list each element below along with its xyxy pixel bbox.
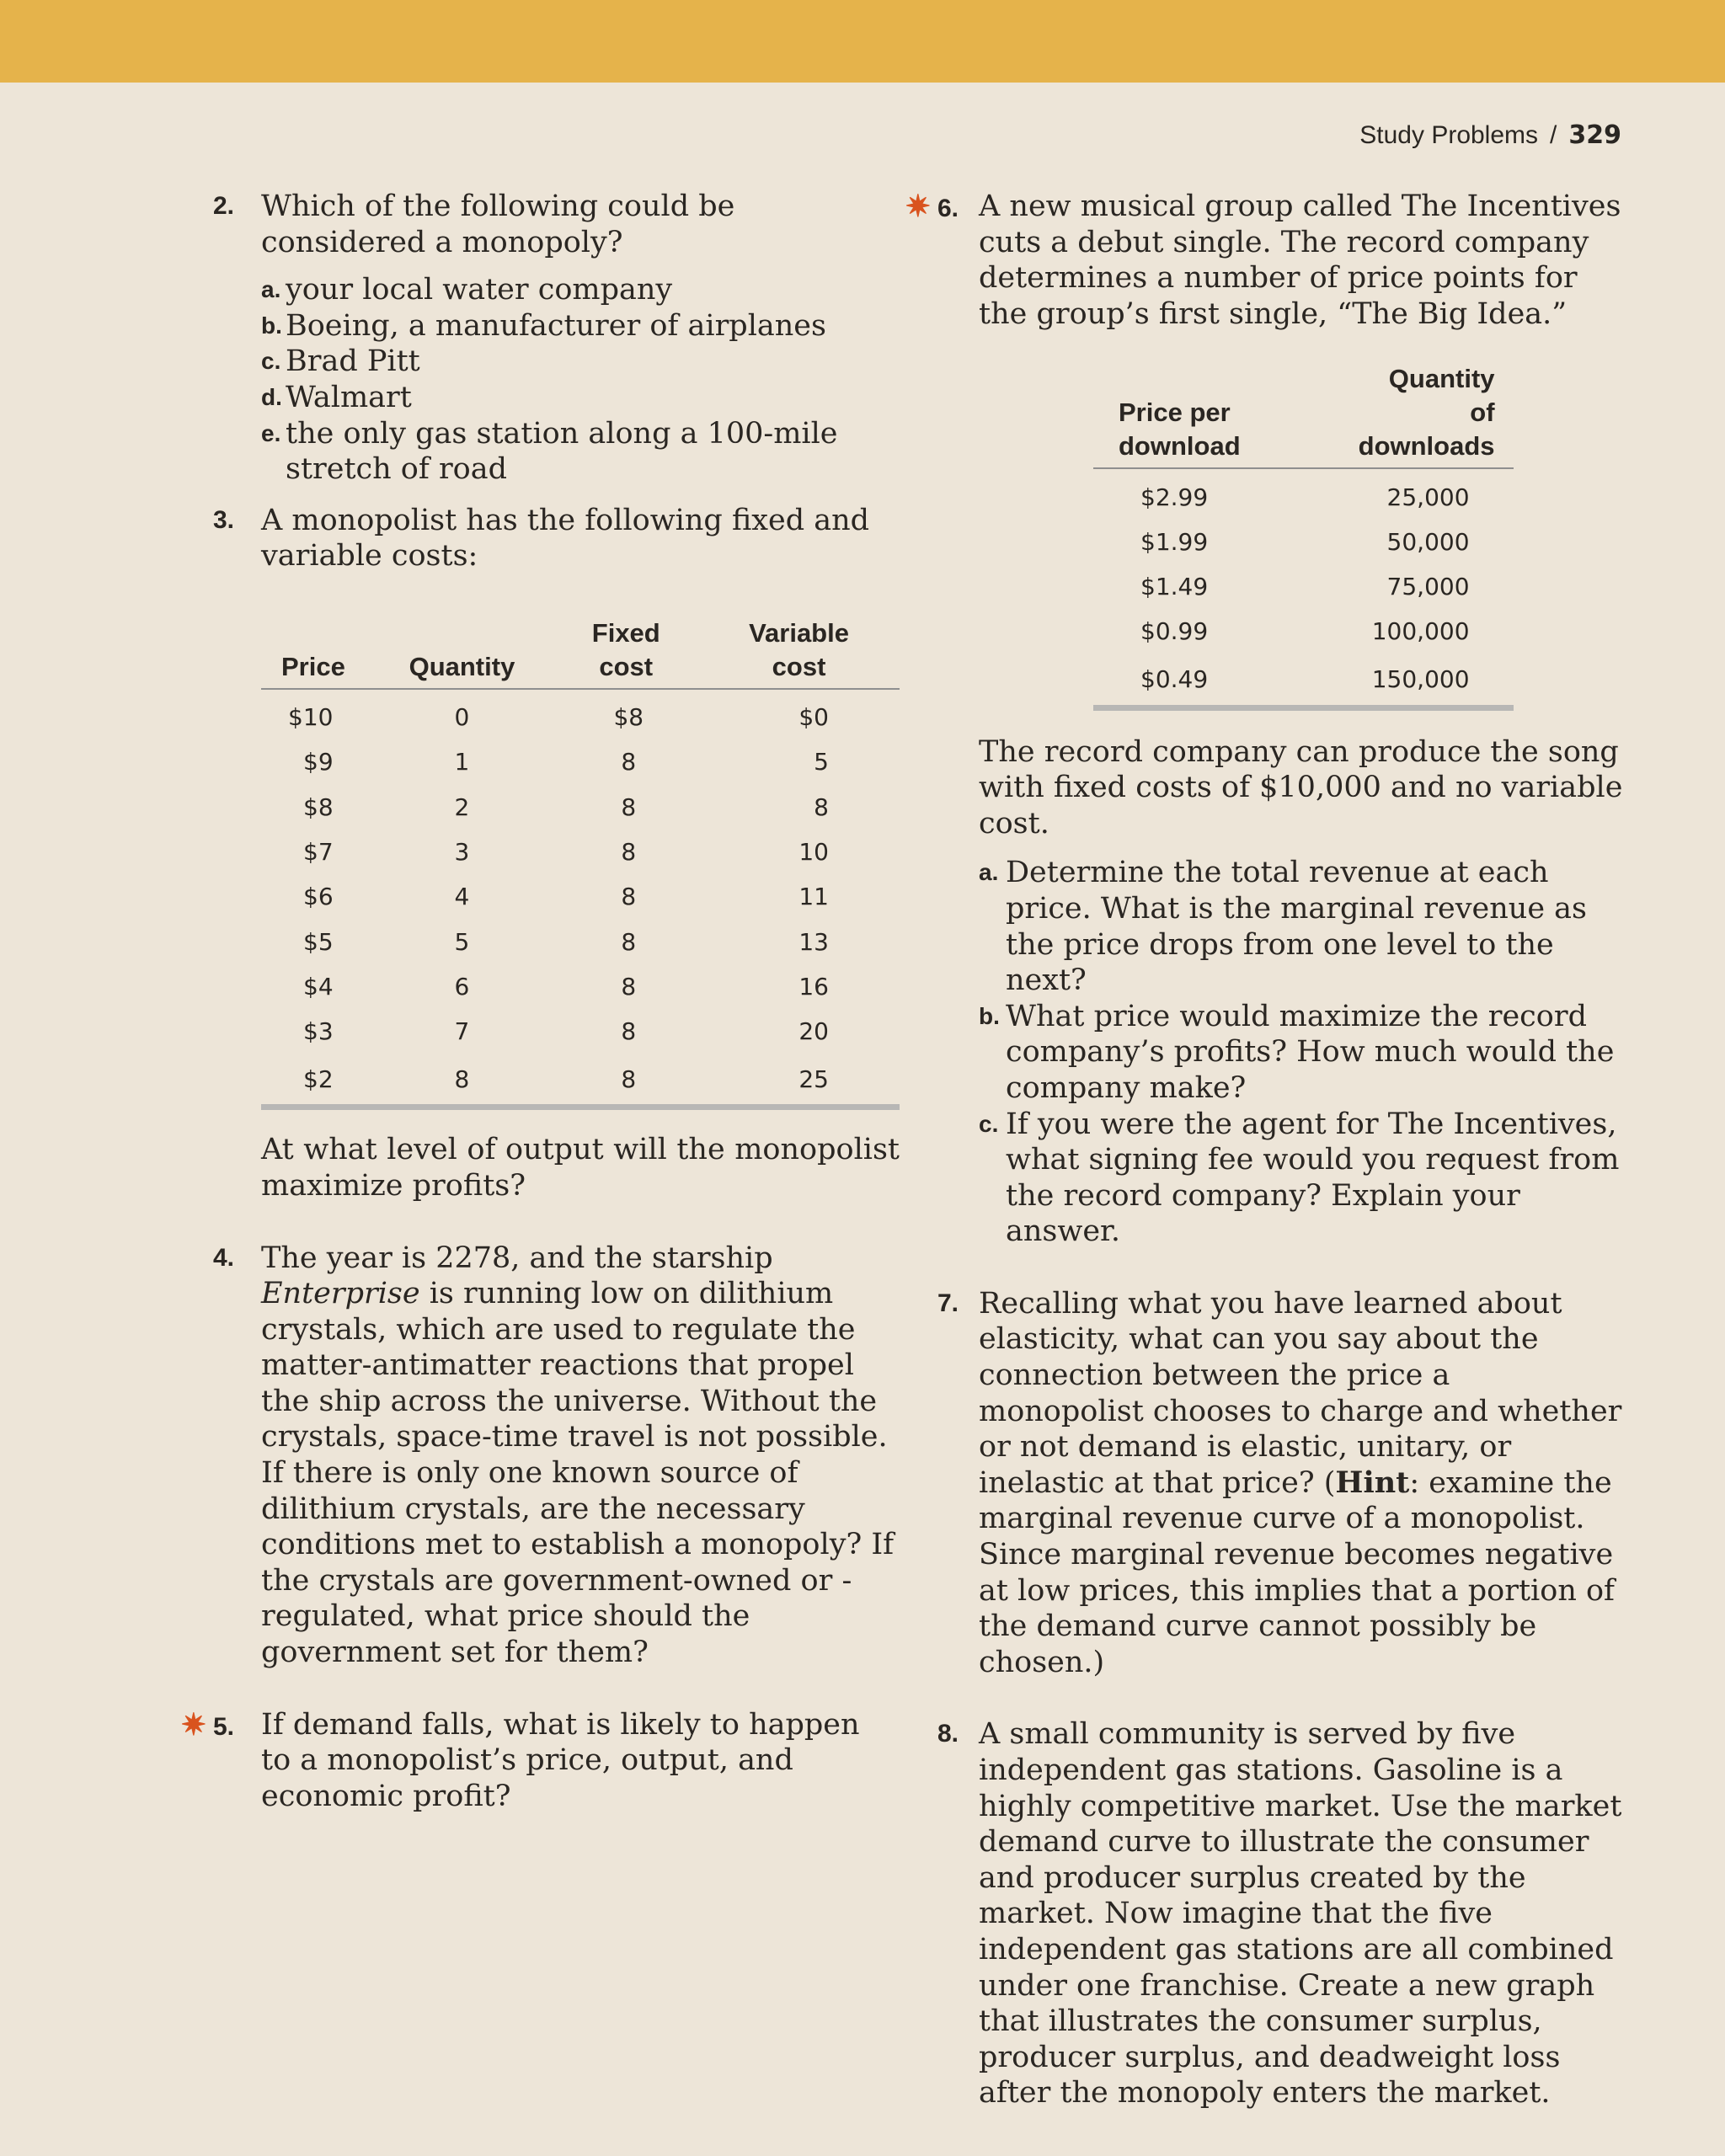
cell-quantity: 1	[454, 748, 470, 776]
sub-question-text: Determine the total revenue at each price. What is the marginal revenue as the price drops from one level to the next?	[1006, 856, 1587, 998]
page-number: 329	[1568, 120, 1621, 150]
cell-fixed-cost: 8	[553, 1054, 698, 1107]
sub-questions	[979, 855, 1624, 1250]
option-text: Walmart	[286, 380, 412, 414]
problem-number-wrap	[857, 189, 959, 227]
cell-quantity: 3	[454, 837, 470, 866]
cell-fixed-cost: 8	[621, 883, 637, 911]
cell-variable-cost: 11	[798, 883, 829, 911]
text-before: Recalling what you have learned about elasticity, what can you say about the connection between the price a monopolist chooses to charge and whether or not demand is elastic, unitary, or inelastic at that price? (	[979, 1286, 1622, 1500]
cell-fixed-cost: 8	[621, 792, 637, 821]
cell-quantity: 7	[454, 1017, 470, 1046]
download-table	[1093, 362, 1514, 710]
cell-quantity-of-downloads: 25,000	[1386, 483, 1470, 511]
table-row	[261, 1009, 900, 1054]
cell-price-per-download: $0.99	[1140, 617, 1209, 646]
option-c	[261, 344, 900, 380]
cell-price: $5	[303, 927, 334, 956]
cell-price: $6	[303, 883, 334, 911]
answer-options	[261, 272, 900, 488]
cell-fixed-cost: 8	[621, 1017, 637, 1046]
sub-question-b	[979, 999, 1624, 1107]
cell-quantity: 4	[454, 883, 470, 911]
option-label: e.	[261, 419, 281, 446]
cell-quantity: 5	[454, 927, 470, 956]
cell-variable-cost: $0	[798, 703, 829, 732]
problem-number: 6.	[937, 195, 959, 222]
cell-variable-cost: 20	[798, 1017, 829, 1046]
hint-label: Hint	[1335, 1465, 1410, 1500]
problem-8	[900, 1716, 1624, 2111]
table-row	[261, 689, 900, 739]
cell-price-per-download: $0.49	[1093, 654, 1266, 708]
cost-table	[261, 616, 900, 1110]
sub-question-label: c.	[979, 1110, 999, 1137]
table-row	[1093, 564, 1514, 609]
problem-text	[261, 1241, 900, 1671]
col-header-variable-cost: Variable cost	[698, 616, 900, 689]
cell-quantity: 8	[370, 1054, 553, 1107]
problem-stem: A new musical group called The Incentives cuts a debut single. The record company determines a number of price points for the group’s first single, “The Big Idea.”	[979, 189, 1621, 331]
cell-quantity-of-downloads: 150,000	[1266, 654, 1514, 708]
sub-question-c	[979, 1107, 1624, 1250]
problem-text	[979, 1286, 1624, 1681]
col-header-price-per-download: Price per download	[1093, 362, 1266, 468]
cell-fixed-cost: 8	[621, 837, 637, 866]
cell-fixed-cost: 8	[621, 748, 637, 776]
problem-text: A small community is served by five independent gas stations. Gasoline is a highly competitive market. Use the market demand curve to illustrate the consumer and producer surplus created by the market. Now imagine that the five independent gas stations are all combined under one franchise. Create a new graph that illustrates the consumer surplus, producer surplus, and deadweight loss after the monopoly enters the market.	[979, 1717, 1622, 2111]
problem-stem: A monopolist has the following fixed and variable costs:	[261, 503, 870, 574]
right-column	[900, 189, 1624, 2111]
text-after: is running low on dilithium crystals, which are used to regulate the matter-antimatter reactions that propel the ship across the universe. Without the crystals, space-time travel is not possible. If there is only one known source of dilithium crystals, are the necessary conditions met to establish a monopoly? If the crystals are government-owned or -regulated, what price should the government set for them?	[261, 1277, 895, 1670]
option-a	[261, 272, 900, 308]
table-row	[261, 874, 900, 919]
col-header-quantity-of-downloads: Quantity of downloads	[1266, 362, 1514, 468]
running-head	[1359, 120, 1621, 150]
cell-quantity-of-downloads: 75,000	[1386, 573, 1470, 601]
problem-2	[168, 189, 900, 488]
sub-question-label: b.	[979, 1002, 1000, 1029]
cell-price-per-download: $1.99	[1140, 527, 1209, 556]
text-after: : examine the marginal revenue curve of a monopolist. Since marginal revenue becomes negative at low prices, this implies that a portion of the demand curve cannot possibly be chosen.)	[979, 1465, 1616, 1679]
table-row	[261, 739, 900, 784]
cell-fixed-cost: 8	[621, 972, 637, 1001]
star-icon: ✷	[905, 189, 931, 223]
option-text: Boeing, a manufacturer of airplanes	[286, 308, 826, 343]
option-label: b.	[261, 312, 282, 339]
cell-price: $9	[303, 748, 334, 776]
problem-number: 7.	[937, 1289, 959, 1317]
option-b	[261, 308, 900, 344]
option-text: Brad Pitt	[286, 344, 420, 379]
sub-question-text: What price would maximize the record company’s profits? How much would the company make?	[1006, 999, 1615, 1105]
cell-quantity: 6	[454, 972, 470, 1001]
col-header-fixed-cost: Fixed cost	[553, 616, 698, 689]
table-row	[261, 1054, 900, 1107]
separator: /	[1550, 121, 1557, 149]
sub-question-a	[979, 855, 1624, 998]
option-d	[261, 380, 900, 416]
cell-quantity: 2	[454, 792, 470, 821]
option-label: d.	[261, 383, 282, 410]
cell-price: $7	[303, 837, 334, 866]
problem-stem: Which of the following could be considered a monopoly?	[261, 189, 735, 259]
cell-price: $3	[303, 1017, 334, 1046]
problem-number: 4.	[212, 1243, 234, 1272]
problem-number-wrap	[133, 1707, 234, 1746]
problem-3	[168, 503, 900, 574]
cell-quantity-of-downloads: 50,000	[1386, 527, 1470, 556]
problem-text: The record company can produce the song with fixed costs of $10,000 and no variable cost.	[979, 734, 1623, 841]
star-icon: ✷	[180, 1706, 206, 1742]
option-label: a.	[261, 276, 281, 303]
option-text: your local water company	[286, 273, 673, 307]
section-title: Study Problems	[1359, 121, 1539, 149]
cell-price: $4	[303, 972, 334, 1001]
problem-6-continued	[900, 734, 1624, 1250]
question-text: At what level of output will the monopolist maximize profits?	[261, 1133, 900, 1203]
table-row	[261, 785, 900, 830]
sub-question-text: If you were the agent for The Incentives, what signing fee would you request from the record company? Explain your answer.	[1006, 1107, 1620, 1249]
table-header-row	[1093, 362, 1514, 468]
table-row	[1093, 654, 1514, 708]
cell-variable-cost: 16	[798, 972, 829, 1001]
cell-variable-cost: 13	[798, 927, 829, 956]
option-e	[261, 416, 900, 488]
cell-price-per-download: $2.99	[1140, 483, 1209, 511]
cell-fixed-cost: 8	[621, 927, 637, 956]
problem-text: If demand falls, what is likely to happen to a monopolist’s price, output, and economic profit?	[261, 1707, 860, 1813]
text-before: The year is 2278, and the starship	[261, 1241, 773, 1275]
problem-number: 5.	[212, 1712, 234, 1741]
problem-7	[900, 1286, 1624, 1681]
cell-quantity: 0	[454, 703, 470, 732]
col-header-quantity: Quantity	[370, 616, 553, 689]
ship-name: Enterprise	[261, 1277, 420, 1311]
cell-fixed-cost: $8	[613, 703, 644, 732]
cell-variable-cost: 5	[814, 748, 829, 776]
problem-number: 8.	[937, 1720, 959, 1748]
sub-question-label: a.	[979, 859, 999, 886]
problem-3-question	[168, 1132, 900, 1203]
cell-variable-cost: 10	[798, 837, 829, 866]
problem-6	[900, 189, 1624, 332]
table-row	[1093, 468, 1514, 519]
problem-4	[168, 1241, 900, 1671]
cost-table-body	[261, 689, 900, 1107]
download-table-body	[1093, 468, 1514, 707]
table-row	[261, 830, 900, 874]
table-row	[1093, 520, 1514, 564]
table-row	[1093, 609, 1514, 654]
table-header-row	[261, 616, 900, 689]
option-label: c.	[261, 348, 281, 375]
option-text: the only gas station along a 100-mile stretch of road	[286, 416, 838, 487]
cell-price: $8	[303, 792, 334, 821]
cell-price-per-download: $1.49	[1140, 573, 1209, 601]
col-header-price: Price	[261, 616, 370, 689]
header-band	[0, 0, 1725, 83]
table-row	[261, 964, 900, 1009]
problem-5	[168, 1707, 900, 1815]
left-column	[168, 189, 900, 1814]
table-row	[261, 919, 900, 963]
cell-price: $2	[261, 1054, 370, 1107]
problem-number: 3.	[212, 505, 234, 534]
cell-price: $10	[288, 703, 334, 732]
cell-quantity-of-downloads: 100,000	[1371, 617, 1470, 646]
problem-number: 2.	[212, 192, 234, 220]
cell-variable-cost: 8	[814, 792, 829, 821]
cell-variable-cost: 25	[698, 1054, 900, 1107]
